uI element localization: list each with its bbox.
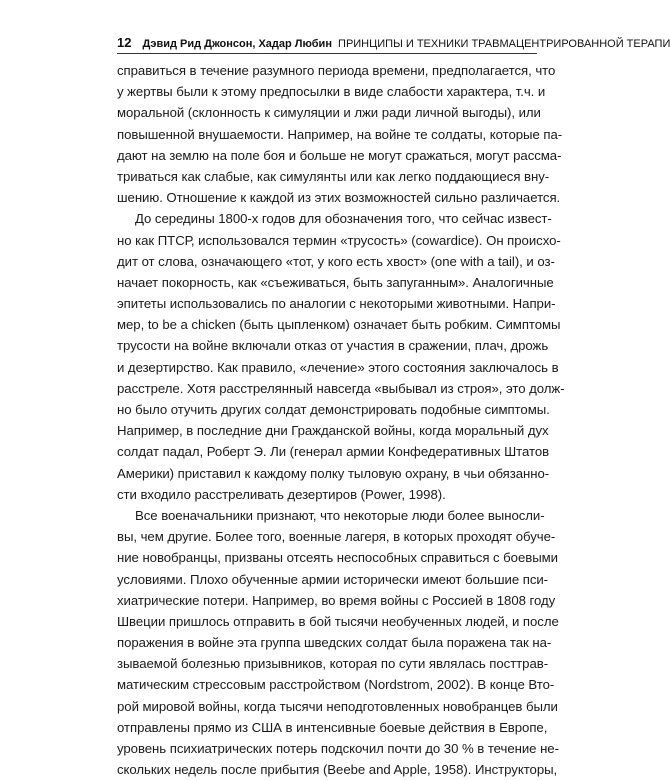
text-line: До середины 1800-х годов для обозначения того, что сейчас извест- <box>135 211 552 227</box>
text-line: повышенной внушаемости. Например, на войне те солдаты, которые па- <box>117 126 563 142</box>
page-number: 12 <box>117 35 132 50</box>
text-line: у жертвы были к этому предпосылки в виде слабости характера, т.ч. и <box>117 84 546 100</box>
text-line: моральной (склонность к симуляции и лжи ради личной выгоды), или <box>117 105 541 121</box>
paragraph <box>117 505 559 780</box>
header-book-title: ПРИНЦИПЫ И ТЕХНИКИ ТРАВМАЦЕНТРИРОВАННОЙ ТЕРАПИ <box>338 38 670 50</box>
text-line: хиатрические потери. Например, во время войны с Россией в 1808 году <box>117 592 556 608</box>
header-authors: Дэвид Рид Джонсон, Хадар Любин <box>142 38 332 50</box>
text-line: расстреле. Хотя расстрелянный навсегда «выбывал из строя», это долж- <box>117 380 565 396</box>
text-line: триваться как слабые, как симулянты или как легко поддающиеся вну- <box>117 168 550 184</box>
text-line: начает покорность, как «съеживаться, быть запуганным». Аналогичные <box>117 274 554 290</box>
text-line: шению. Отношение к каждой из этих возможностей сильно различается. <box>117 190 561 206</box>
text-line: зываемой болезнью призывников, которая по сути являлась посттрав- <box>117 656 549 672</box>
text-line: рой мировой войны, когда тысячи неподготовленных новобранцев были <box>117 698 558 714</box>
text-line: но как ПТСР, использовался термин «трусость» (cowardice). Он происхо- <box>117 232 561 248</box>
text-line: но было отучить других солдат демонстрировать подобные симптомы. <box>117 402 550 417</box>
text-line: ние новобранцы, призваны отсеять неспособных справиться с боевыми <box>117 550 558 566</box>
text-line: отправлены прямо из США в интенсивные боевые действия в Европе, <box>117 719 548 735</box>
text-line: сти входило расстреливать дезертиров (Power, 1998). <box>117 486 446 502</box>
text-line: трусости на войне включали отказ от участия в сражении, плач, дрожь <box>117 338 549 354</box>
text-line: условиями. Плохо обученные армии исторически имеют большие пси- <box>117 571 549 587</box>
text-line: справиться в течение разумного периода времени, предполагается, что <box>117 63 556 78</box>
paragraph <box>117 208 565 505</box>
text-line: Америки) приставил к каждому полку тыловую охрану, в чьи обязанно- <box>117 465 550 481</box>
header-divider <box>117 53 537 54</box>
text-line: Швеции пришлось отправить в бой тысячи необученных людей, и после <box>117 613 559 629</box>
text-line: поражения в войне эта группа шведских солдат была поражена так на- <box>117 635 552 651</box>
text-line: уровень психиатрических потерь подскочил почти до 30 % в течение не- <box>117 741 559 756</box>
paragraph <box>117 60 563 208</box>
text-line: эпитеты использовались по аналогии с некоторыми животными. Напри- <box>117 296 556 312</box>
running-head <box>117 33 670 53</box>
text-line: Все военачальники признают, что некоторые люди более выносли- <box>135 507 545 523</box>
text-line: мер, to be a chicken (быть цыпленком) означает быть робким. Симптомы <box>117 317 561 333</box>
text-line: солдат падал, Роберт Э. Ли (генерал армии Конфедеративных Штатов <box>117 444 550 460</box>
body-text <box>117 60 565 780</box>
text-line: и дезертирство. Как правило, «лечение» этого состояния заключалось в <box>117 359 559 375</box>
text-line: матическим стрессовым расстройством (Nordstrom, 2002). В конце Вто- <box>117 677 555 693</box>
text-line: скольких недель после прибытия (Beebe and Apple, 1958). Инструкторы, <box>117 762 558 778</box>
text-line: дают на землю на поле боя и больше не могут сражаться, могут рассма- <box>117 147 562 163</box>
text-line: дит от слова, означающего «тот, у кого есть хвост» (one with a tail), и оз- <box>117 253 555 269</box>
text-line: Например, в последние дни Гражданской войны, когда моральный дух <box>117 423 549 439</box>
text-line: вы, чем другие. Более того, военные лагеря, в которых проходят обуче- <box>117 529 556 545</box>
